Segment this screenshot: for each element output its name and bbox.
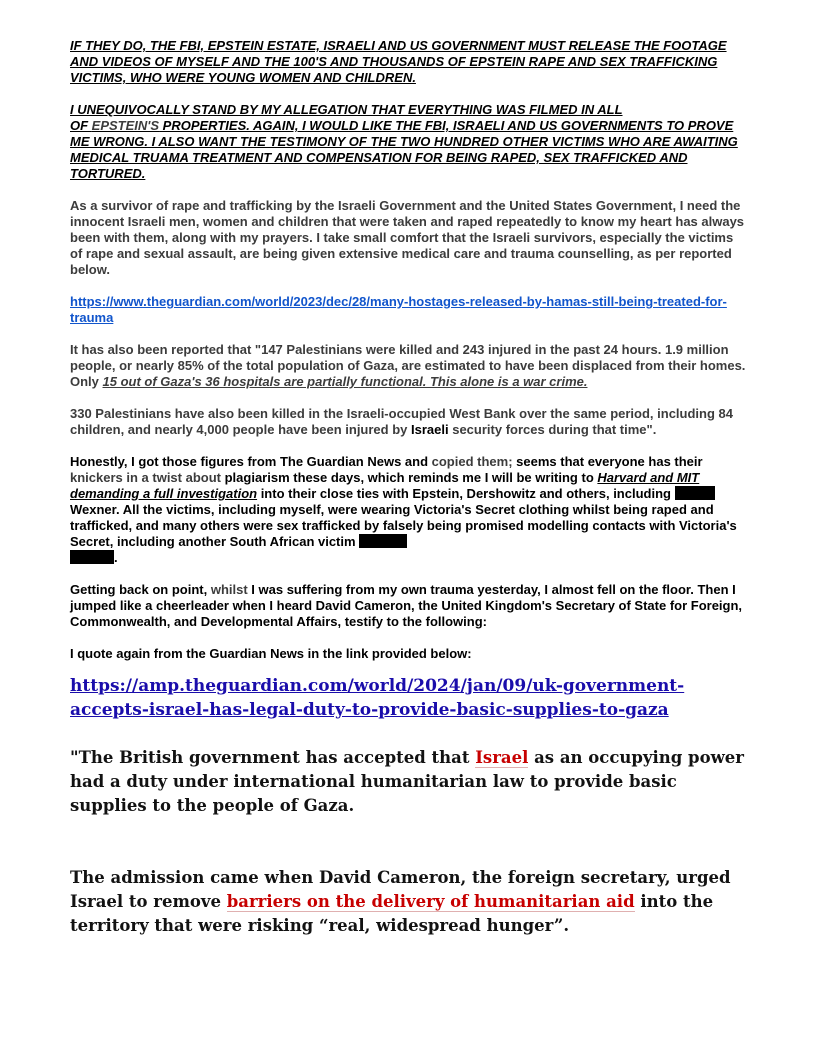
redaction-bar-1 — [675, 486, 715, 500]
back-on-point-whilst: whilst — [210, 582, 248, 597]
hospitals-text: 15 out of Gaza's 36 hospitals are partially functional. This alone is a war crime. — [102, 374, 588, 389]
honestly-text-i: . — [114, 550, 118, 565]
paragraph-back-on-point — [70, 582, 746, 630]
harvard-mit-text: Harvard and MIT demanding a full investigation — [70, 470, 700, 501]
redaction-bar-3 — [70, 550, 114, 564]
honestly-text-g: into their close ties with Epstein, Dershowitz and others, including — [257, 486, 675, 501]
honestly-text-h: Wexner. All the victims, including myself, were wearing Victoria's Secret clothing whilst being raped and trafficked, and many others were sex trafficked by falsely being promised modelling contacts with Victoria's Secret, including another South African victim — [70, 502, 737, 549]
west-bank-text-a: 330 Palestinians have also been killed in the Israeli-occupied West Bank over the same period, including 84 children, and nearly 4,000 people have been injured by — [70, 406, 733, 437]
paragraph-quote-intro: I quote again from the Guardian News in the link provided below: — [70, 646, 472, 661]
paragraph-survivor: As a survivor of rape and trafficking by the Israeli Government and the United States Government, I need the innocent Israeli men, women and children that were taken and raped repeatedly to know my heart has always been with them, along with my prayers. I take small comfort that the Israeli survivors, especially the victims of rape and sexual assault, are being given extensive medical care and trauma counselling, as per reported below. — [70, 198, 745, 277]
west-bank-text-c: security forces during that time". — [448, 422, 657, 437]
paragraph-honestly — [70, 454, 746, 566]
honestly-text-c: seems that everyone has their — [512, 454, 703, 469]
honestly-text-e: plagiarism these days, which reminds me I will be writing to — [221, 470, 598, 485]
israel-link[interactable]: Israel — [475, 748, 529, 767]
quote1-text-a: "The British government has accepted that — [70, 748, 476, 767]
paragraph-west-bank — [70, 406, 746, 438]
quote-admission — [70, 866, 746, 938]
gaza-figures-text: It has also been reported that "147 Palestinians were killed and 243 injured in the past 24 hours. 1.9 million people, or nearly 85% of the total population of Gaza, are estimated to have been displaced from their homes. Only — [70, 342, 746, 389]
quote1-text-c: as an occupying power had a duty under international humanitarian law to provide basic supplies to the people of Gaza. — [70, 748, 744, 815]
honestly-text-a: Honestly, I got those figures from The Guardian News and — [70, 454, 432, 469]
humanitarian-aid-link[interactable]: barriers on the delivery of humanitarian aid — [226, 892, 635, 911]
back-on-point-c: I was suffering from my own trauma yesterday, I almost fell on the floor. Then I jumped like a cheerleader when I heard David Cameron, the United Kingdom's Secretary of State for Foreign, Commonwealth, and Developmental Affairs, testify to the following: — [70, 582, 743, 629]
paragraph-release-demand: IF THEY DO, THE FBI, EPSTEIN ESTATE, ISRAELI AND US GOVERNMENT MUST RELEASE THE FOOTAGE AND VIDEOS OF MYSELF AND THE 100'S AND THOUSANDS OF EPSTEIN RAPE AND SEX TRAFFICKING VICTIMS, WHO WERE YOUNG WOMEN AND CHILDREN. — [70, 38, 727, 85]
honestly-copied: copied them; — [431, 454, 513, 469]
guardian-legal-duty-link[interactable]: https://amp.theguardian.com/world/2024/jan/09/uk-government-accepts-israel-has-legal-duty-to-provide-basic-supplies-to-gaza — [70, 676, 685, 720]
allegation-text-a: I UNEQUIVOCALLY STAND BY MY ALLEGATION THAT EVERYTHING WAS FILMED IN ALL — [70, 102, 623, 117]
paragraph-allegation — [70, 102, 746, 182]
document-page — [70, 38, 746, 938]
honestly-knickers: knickers in a twist about — [70, 470, 221, 485]
back-on-point-a: Getting back on point, — [70, 582, 211, 597]
west-bank-israeli: Israeli — [411, 422, 449, 437]
quote-british-government — [70, 746, 746, 818]
redaction-bar-2 — [359, 534, 407, 548]
paragraph-gaza-figures — [70, 342, 746, 390]
allegation-epstein: EPSTEIN'S — [91, 118, 160, 133]
paragraph-link1 — [70, 294, 746, 326]
quote2-text-c: into the territory that were risking “real, widespread hunger”. — [70, 892, 714, 935]
allegation-text-b: OF — [70, 118, 92, 133]
guardian-hostages-link[interactable]: https://www.theguardian.com/world/2023/dec/28/many-hostages-released-by-hamas-still-being-treated-for-trauma — [70, 294, 727, 325]
quote2-text-a: The admission came when David Cameron, the foreign secretary, urged Israel to remove — [70, 868, 731, 911]
allegation-text-c: PROPERTIES. AGAIN, I WOULD LIKE THE FBI, ISRAELI AND US GOVERNMENTS TO PROVE ME WRONG. I ALSO WANT THE TESTIMONY OF THE TWO HUNDRED OTHER VICTIMS WHO ARE AWAITING MEDICAL TRUAMA TREATMENT AND COMPENSATION FOR BEING RAPED, SEX TRAFFICKED AND TORTURED. — [70, 118, 738, 181]
